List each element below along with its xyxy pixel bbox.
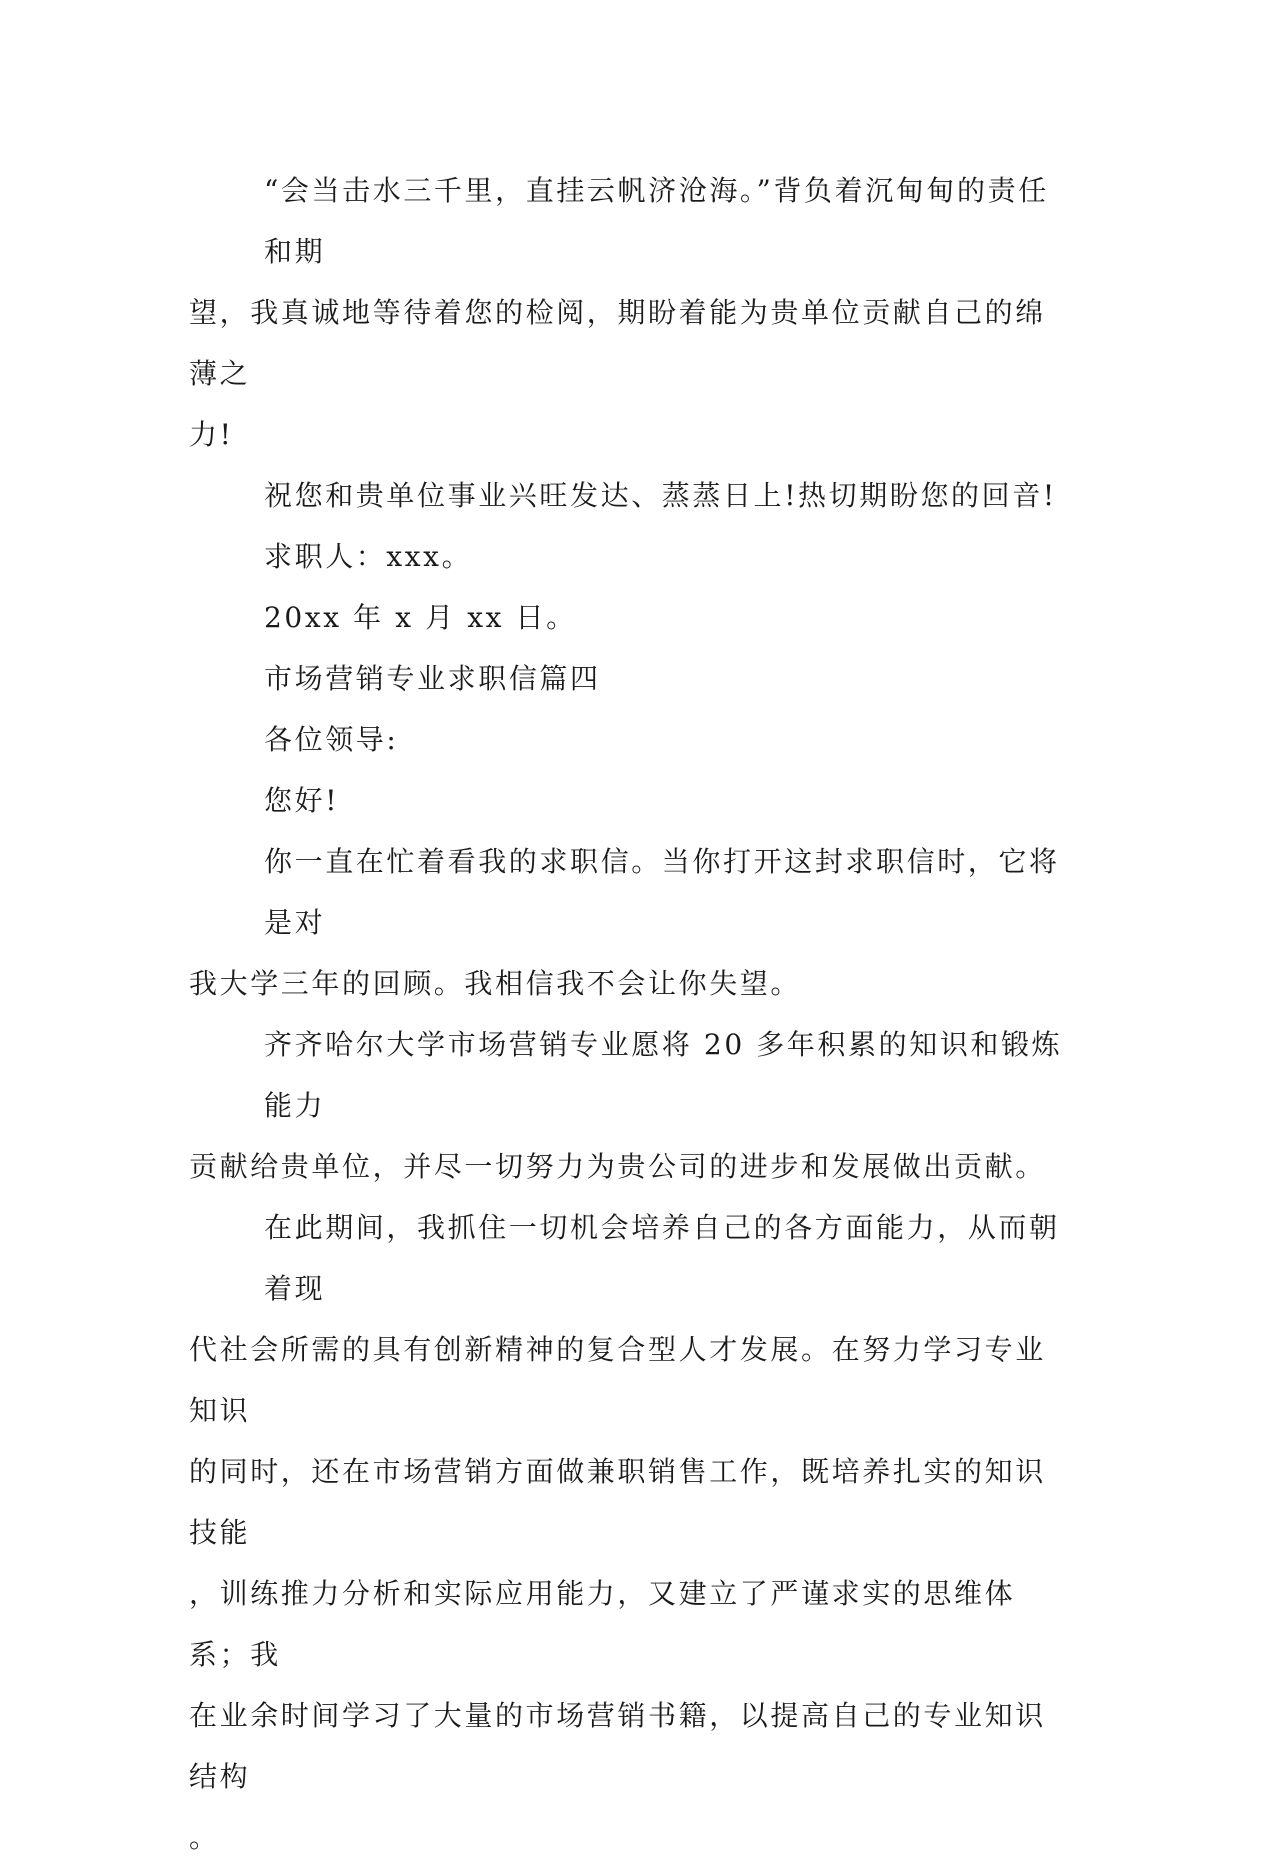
salutation: 各位领导: bbox=[264, 723, 399, 756]
paragraph-period-line-1: 在此期间，我抓住一切机会培养自己的各方面能力，从而朝着现 bbox=[264, 1211, 1060, 1305]
paragraph-intro-line-2: 我大学三年的回顾。我相信我不会让你失望。 bbox=[189, 967, 802, 1000]
paragraph-quote-line-2: 望，我真诚地等待着您的检阅，期盼着能为贵单位贡献自己的绵薄之 bbox=[189, 296, 1046, 390]
closing-wishes: 祝您和贵单位事业兴旺发达、蒸蒸日上!热切期盼您的回音! bbox=[264, 479, 1057, 512]
paragraph-quote-line-3: 力! bbox=[189, 418, 234, 451]
paragraph-period-line-3: 的同时，还在市场营销方面做兼职销售工作，既培养扎实的知识技能 bbox=[189, 1455, 1046, 1549]
paragraph-period-line-2: 代社会所需的具有创新精神的复合型人才发展。在努力学习专业知识 bbox=[189, 1333, 1046, 1427]
paragraph-intro-line-1: 你一直在忙着看我的求职信。当你打开这封求职信时，它将是对 bbox=[264, 845, 1060, 939]
paragraph-major-line-2: 贡献给贵单位，并尽一切努力为贵公司的进步和发展做出贡献。 bbox=[189, 1150, 1046, 1183]
applicant-signature: 求职人：xxx。 bbox=[264, 540, 473, 573]
paragraph-major-line-1: 齐齐哈尔大学市场营销专业愿将 20 多年积累的知识和锻炼能力 bbox=[264, 1028, 1063, 1122]
greeting: 您好! bbox=[264, 784, 340, 817]
document-body bbox=[189, 160, 1069, 1868]
section-title: 市场营销专业求职信篇四 bbox=[264, 662, 601, 695]
letter-date: 20xx 年 x 月 xx 日。 bbox=[264, 601, 577, 634]
paragraph-quote-line-1: “会当击水三千里，直挂云帆济沧海。”背负着沉甸甸的责任和期 bbox=[264, 174, 1049, 268]
paragraph-period-line-4: ，训练推力分析和实际应用能力，又建立了严谨求实的思维体系；我 bbox=[189, 1577, 1016, 1671]
paragraph-period-line-5: 在业余时间学习了大量的市场营销书籍，以提高自己的专业知识结构 bbox=[189, 1699, 1046, 1793]
paragraph-period-line-6: 。 bbox=[189, 1821, 220, 1854]
